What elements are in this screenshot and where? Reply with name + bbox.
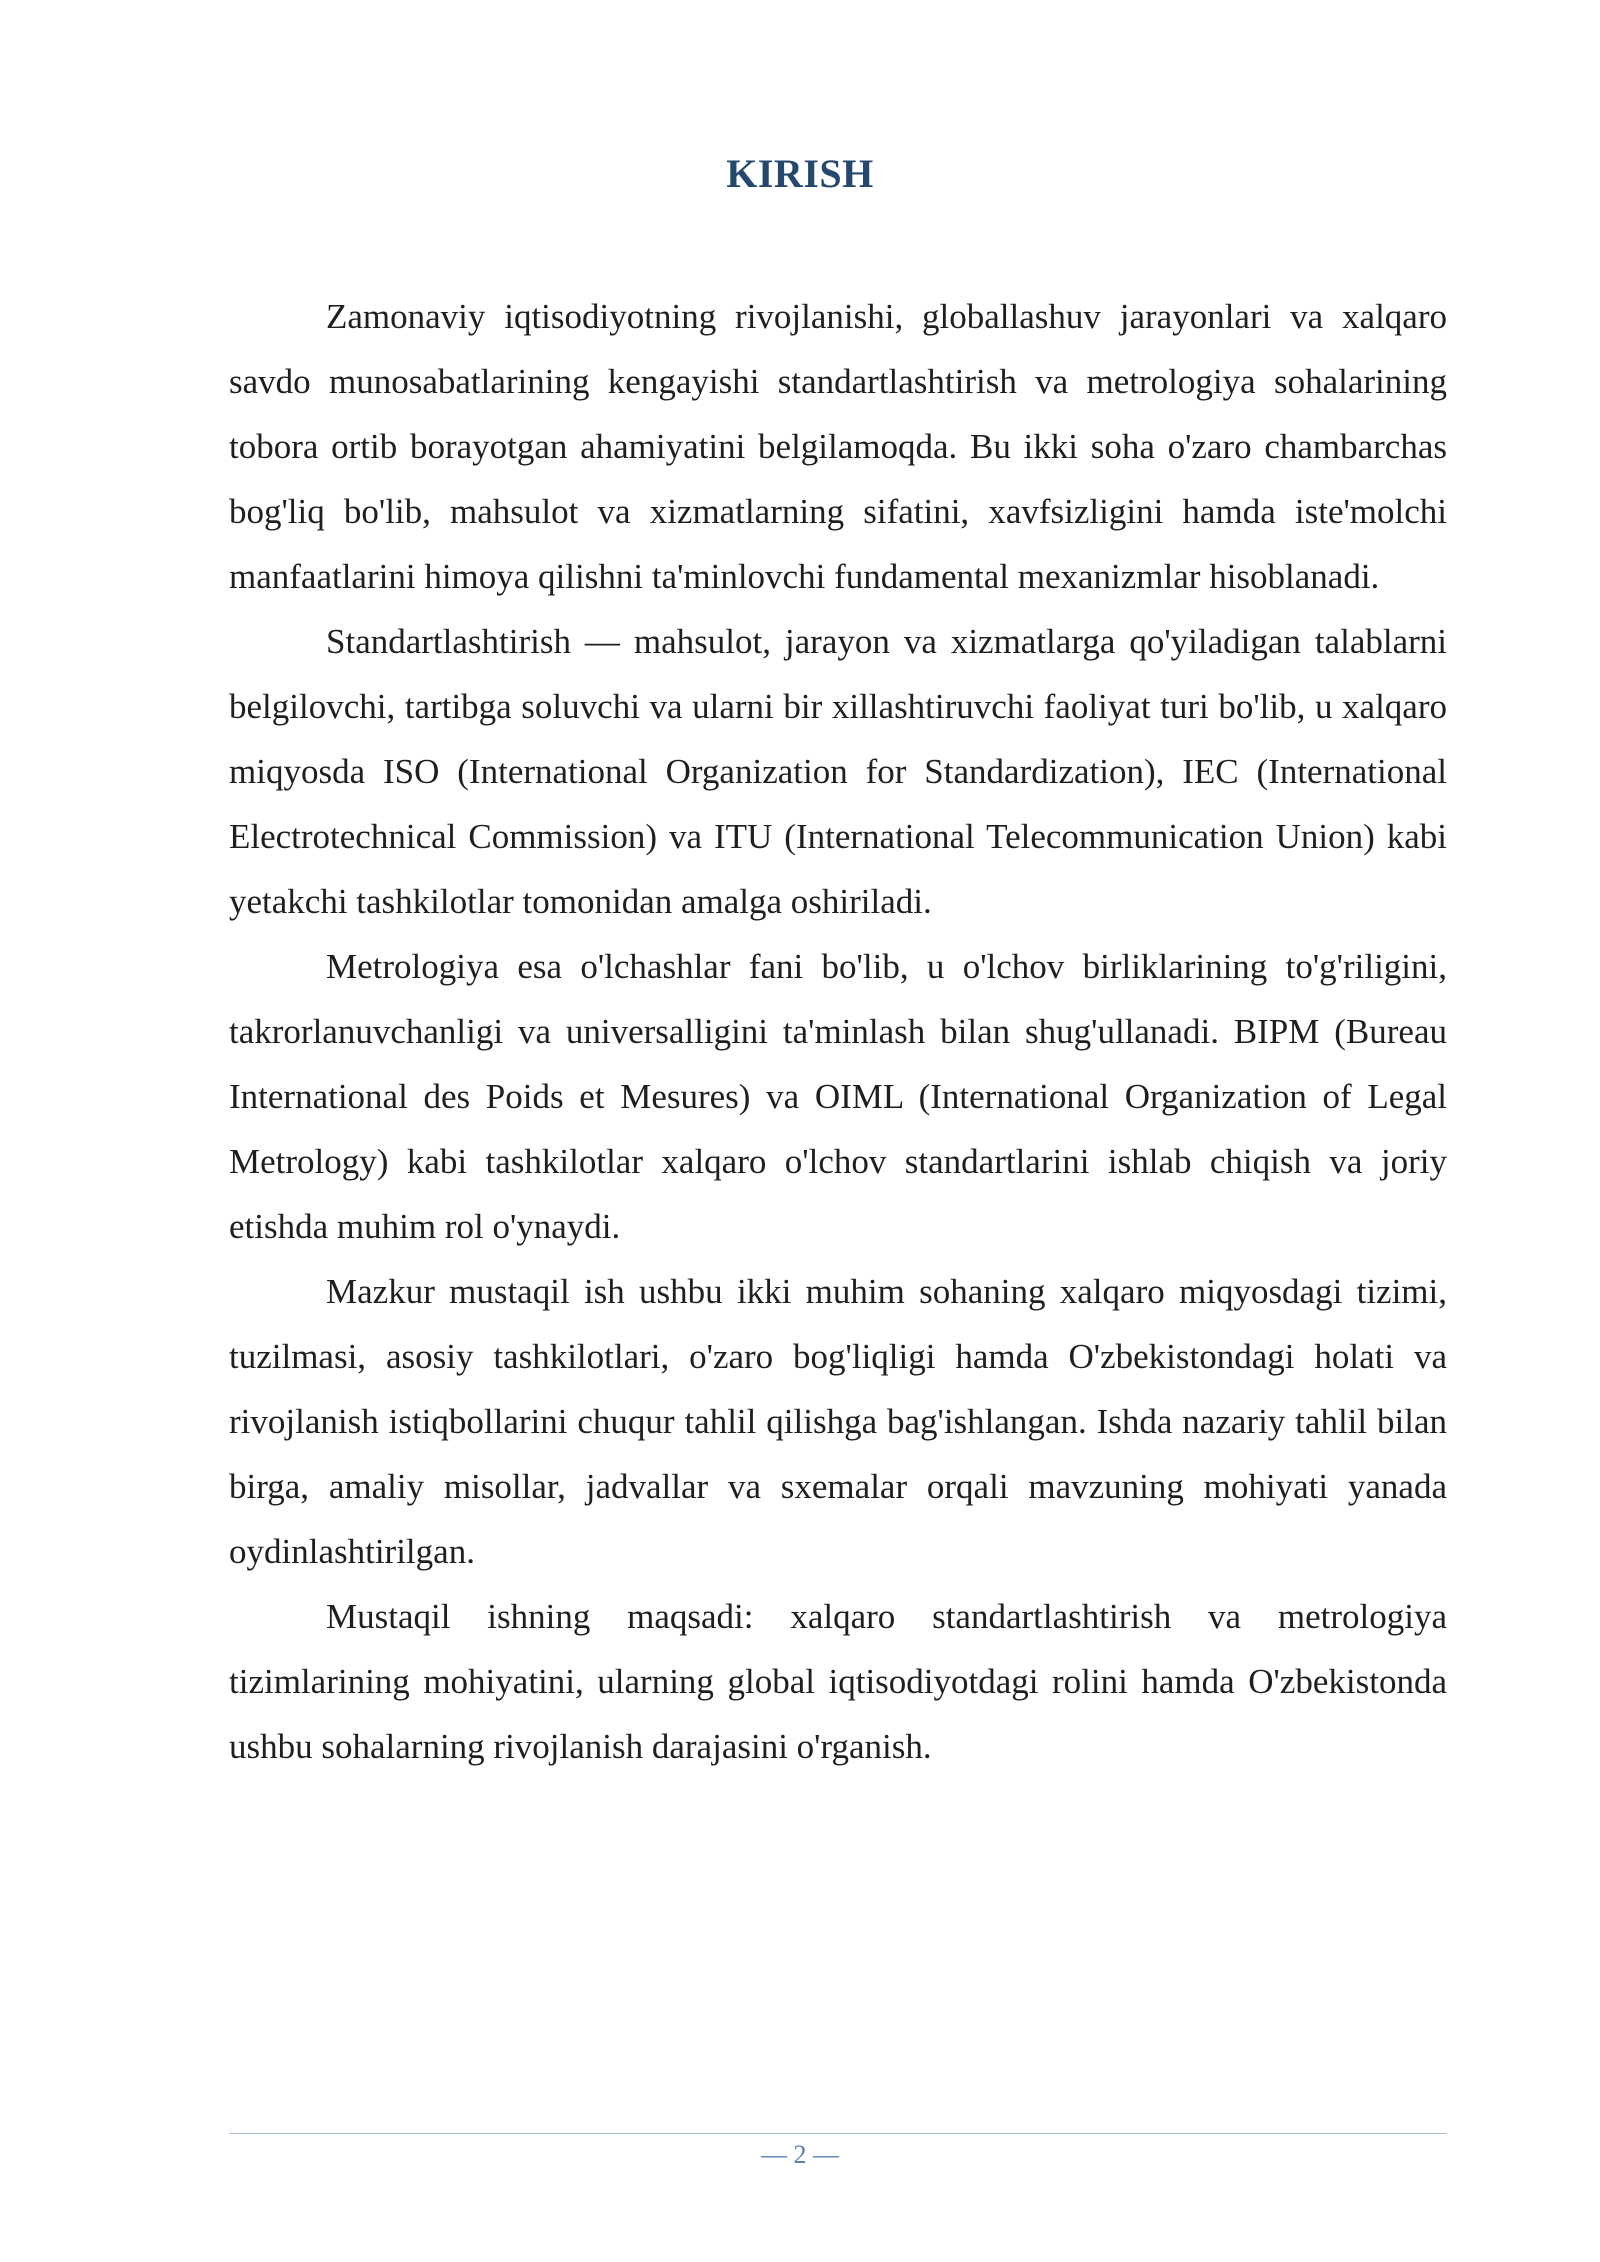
paragraph-scope: Mazkur mustaqil ish ushbu ikki muhim sohaning xalqaro miqyosdagi tizimi, tuzilmasi, asosiy tashkilotlari, o'zaro bog'liqligi hamda O'zbekistondagi holati va rivojlanish istiqbollarini chuqur tahlil qilishga bag'ishlangan. Ishda nazariy tahlil bilan birga, amaliy misollar, jadvallar va sxemalar orqali mavzuning mohiyati yanada oydinlashtirilgan. <box>229 1272 1447 1571</box>
body-text <box>229 284 1447 1779</box>
footer-divider <box>229 2133 1447 2134</box>
page-title: KIRISH <box>726 151 874 196</box>
paragraph-standardization: Standartlashtirish — mahsulot, jarayon va xizmatlarga qo'yiladigan talablarni belgilovchi, tartibga soluvchi va ularni bir xillashtiruvchi faoliyat turi bo'lib, u xalqaro miqyosda ISO (International Organization for Standardization), IEC (International Electrotechnical Commission) va ITU (International Telecommunication Union) kabi yetakchi tashkilotlar tomonidan amalga oshiriladi. <box>229 622 1447 921</box>
page-number: — 2 — <box>761 2140 839 2169</box>
paragraph-goal: Mustaqil ishning maqsadi: xalqaro standartlashtirish va metrologiya tizimlarining mohiyatini, ularning global iqtisodiyotdagi rolini hamda O'zbekistonda ushbu sohalarning rivojlanish darajasini o'rganish. <box>229 1597 1447 1766</box>
paragraph-intro: Zamonaviy iqtisodiyotning rivojlanishi, globallashuv jarayonlari va xalqaro savdo munosabatlarining kengayishi standartlashtirish va metrologiya sohalarining tobora ortib borayotgan ahamiyatini belgilamoqda. Bu ikki soha o'zaro chambarchas bog'liq bo'lib, mahsulot va xizmatlarning sifatini, xavfsizligini hamda iste'molchi manfaatlarini himoya qilishni ta'minlovchi fundamental mexanizmlar hisoblanadi. <box>229 297 1447 596</box>
paragraph-metrology: Metrologiya esa o'lchashlar fani bo'lib, u o'lchov birliklarining to'g'riligini, takrorlanuvchanligi va universalligini ta'minlash bilan shug'ullanadi. BIPM (Bureau International des Poids et Mesures) va OIML (International Organization of Legal Metrology) kabi tashkilotlar xalqaro o'lchov standartlarini ishlab chiqish va joriy etishda muhim rol o'ynaydi. <box>229 947 1447 1246</box>
